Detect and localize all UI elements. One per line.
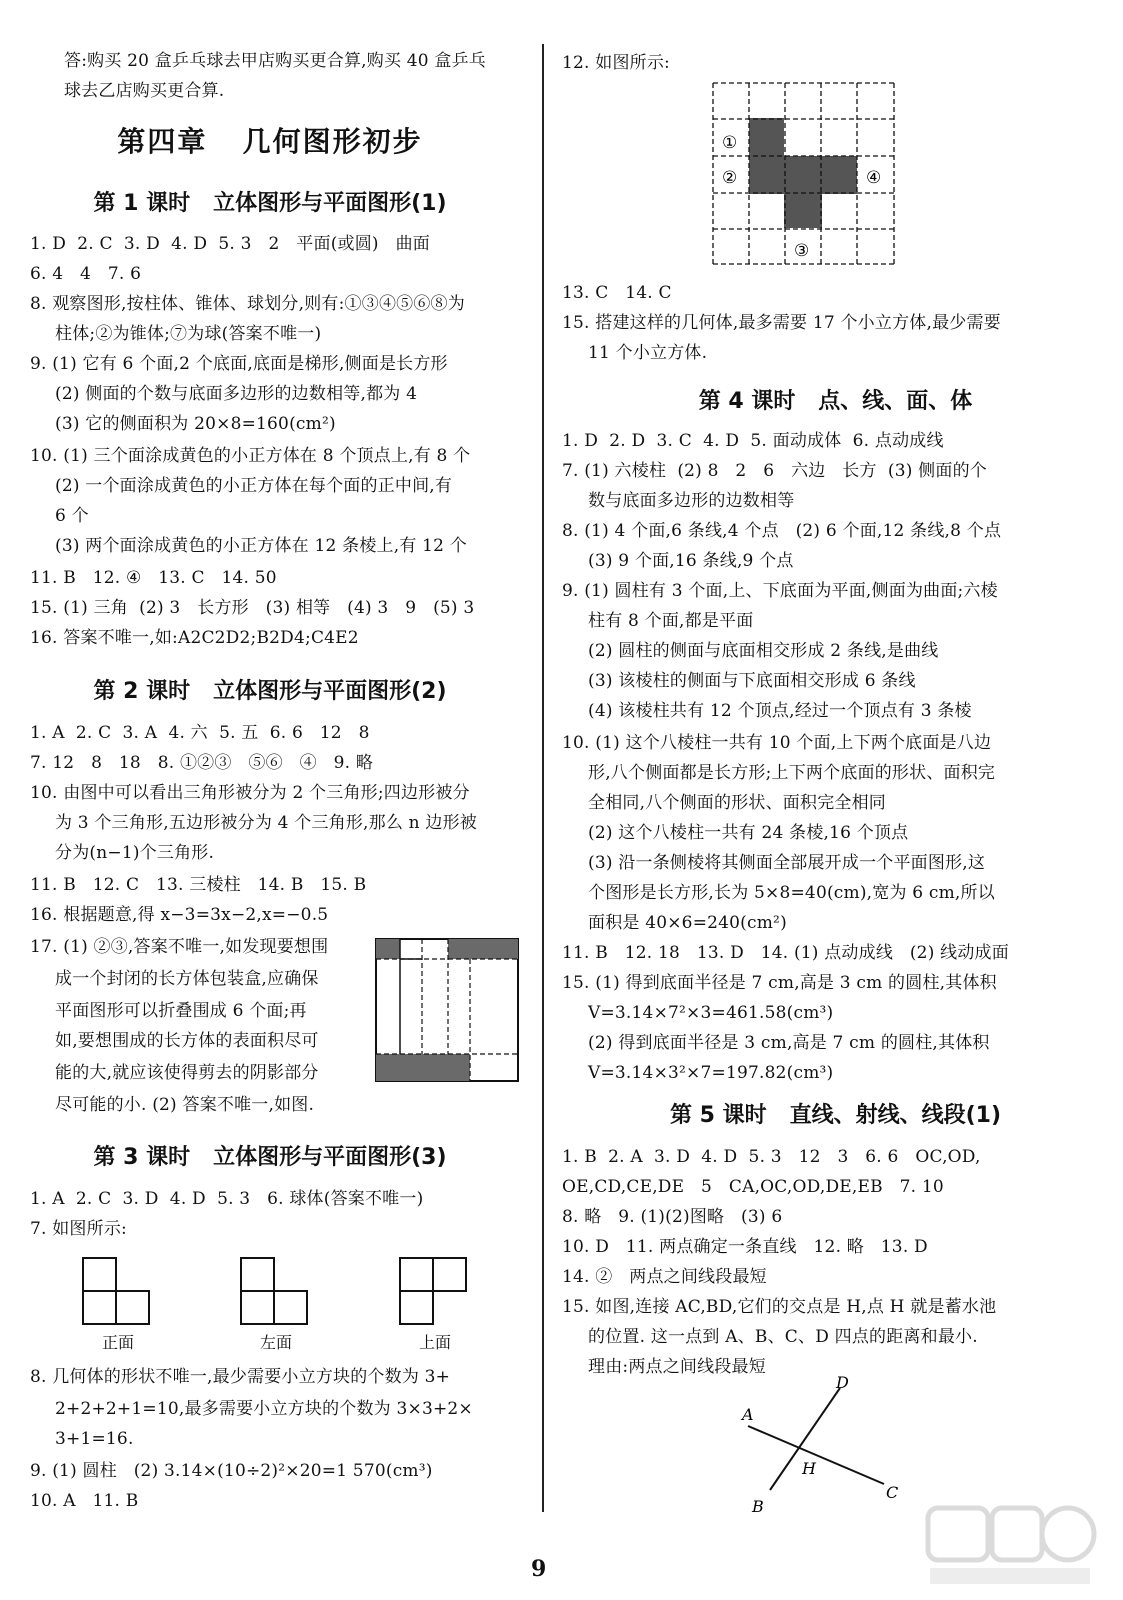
answer-line: 分为(n−1)个三角形. [55, 843, 215, 863]
answer-line: (3) 该棱柱的侧面与下底面相交形成 6 条线 [588, 671, 916, 691]
answer-line: 9. (1) 圆柱 (2) 3.14×(10÷2)²×20=1 570(cm³) [30, 1461, 433, 1481]
point-label: B [752, 1497, 764, 1516]
section-title: 第 2 课时 立体图形与平面图形(2) [93, 679, 447, 704]
point-label: H [802, 1459, 816, 1478]
answer-line: 12. 如图所示: [562, 53, 670, 73]
three-views-figure [80, 1256, 480, 1328]
answer-line: 2+2+2+1=10,最多需要小立方块的个数为 3×3+2× [55, 1399, 473, 1419]
answer-line: (3) 两个面涂成黄色的小正方体在 12 条棱上,有 12 个 [55, 536, 467, 556]
answer-line: 8. (1) 4 个面,6 条线,4 个点 (2) 6 个面,12 条线,8 个点 [562, 521, 1002, 541]
answer-line: 16. 答案不唯一,如:A2C2D2;B2D4;C4E2 [30, 628, 359, 648]
grid-label: ③ [794, 241, 810, 261]
answer-line: 14. ② 两点之间线段最短 [562, 1267, 767, 1287]
answer-line: 8. 观察图形,按柱体、锥体、球划分,则有:①③④⑤⑥⑧为 [30, 294, 465, 314]
section-title: 第 4 课时 点、线、面、体 [698, 389, 973, 414]
answer-line: 16. 根据题意,得 x−3=3x−2,x=−0.5 [30, 905, 329, 925]
answer-line: 7. 12 8 18 8. ①②③ ⑤⑥ ④ 9. 略 [30, 753, 374, 773]
answer-line: 15. (1) 三角 (2) 3 长方形 (3) 相等 (4) 3 9 (5) 3 [30, 598, 475, 618]
answer-line: 11 个小立方体. [588, 343, 708, 363]
answer-line: 3+1=16. [55, 1429, 134, 1449]
answer-line: 理由:两点之间线段最短 [588, 1357, 766, 1377]
grid-label: ② [722, 168, 738, 188]
answer-line: (2) 侧面的个数与底面多边形的边数相等,都为 4 [55, 384, 418, 404]
answer-line: 15. 搭建这样的几何体,最多需要 17 个小立方体,最少需要 [562, 313, 1001, 333]
cube-grid-figure [712, 82, 902, 272]
answer-line: 形,八个侧面都是长方形;上下两个底面的形状、面积完 [588, 763, 996, 783]
answer-line: 11. B 12. C 13. 三棱柱 14. B 15. B [30, 875, 367, 895]
answer-line: 能的大,就应该使得剪去的阴影部分 [55, 1063, 319, 1083]
answer-line: 6. 4 4 7. 6 [30, 264, 142, 284]
answer-line: V=3.14×3²×7=197.82(cm³) [588, 1063, 834, 1083]
chapter-title: 第四章 几何图形初步 [117, 125, 423, 158]
answer-line: 17. (1) ②③,答案不唯一,如发现要想围 [30, 937, 329, 957]
column-divider [542, 44, 544, 1512]
intersection-figure [728, 1372, 908, 1518]
answer-line: 8. 几何体的形状不唯一,最少需要小立方块的个数为 3+ [30, 1367, 451, 1387]
answer-line: 面积是 40×6=240(cm²) [588, 913, 787, 933]
section-title: 第 1 课时 立体图形与平面图形(1) [93, 191, 447, 216]
answer-line: (3) 它的侧面积为 20×8=160(cm²) [55, 414, 336, 434]
answer-line: 10. (1) 这个八棱柱一共有 10 个面,上下两个底面是八边 [562, 733, 992, 753]
section-title: 第 3 课时 立体图形与平面图形(3) [93, 1145, 447, 1170]
answer-line: (2) 一个面涂成黄色的小正方体在每个面的正中间,有 [55, 476, 453, 496]
answer-line: 6 个 [55, 506, 89, 526]
answer-line: 全相同,八个侧面的形状、面积完全相同 [588, 793, 887, 813]
view-caption: 左面 [259, 1333, 292, 1352]
answer-line: 11. B 12. ④ 13. C 14. 50 [30, 568, 277, 588]
grid-label: ① [722, 133, 738, 153]
answer-line: 1. A 2. C 3. A 4. 六 5. 五 6. 6 12 8 [30, 723, 370, 743]
answer-line: 7. (1) 六棱柱 (2) 8 2 6 六边 长方 (3) 侧面的个 [562, 461, 987, 481]
answer-line: 如,要想围成的长方体的表面积尽可 [55, 1031, 319, 1051]
answer-line: (4) 该棱柱共有 12 个顶点,经过一个顶点有 3 条棱 [588, 701, 972, 721]
answer-line: 1. D 2. D 3. C 4. D 5. 面动成体 6. 点动成线 [562, 431, 944, 451]
answer-line: (2) 圆柱的侧面与底面相交形成 2 条线,是曲线 [588, 641, 939, 661]
answer-line: 10. D 11. 两点确定一条直线 12. 略 13. D [562, 1237, 928, 1257]
point-label: C [886, 1483, 899, 1502]
answer-line: 数与底面多边形的边数相等 [588, 491, 795, 511]
section-title: 第 5 课时 直线、射线、线段(1) [669, 1103, 1002, 1128]
grid-label: ④ [866, 168, 882, 188]
view-caption: 正面 [101, 1333, 134, 1352]
answer-line: 个图形是长方形,长为 5×8=40(cm),宽为 6 cm,所以 [588, 883, 995, 903]
page-number: 9 [531, 1556, 547, 1582]
answer-line: (3) 沿一条侧棱将其侧面全部展开成一个平面图形,这 [588, 853, 986, 873]
answer-line: 9. (1) 它有 6 个面,2 个底面,底面是梯形,侧面是长方形 [30, 354, 448, 374]
point-label: D [836, 1373, 849, 1392]
answer-line: 10. A 11. B [30, 1491, 139, 1511]
answer-line: OE,CD,CE,DE 5 CA,OC,OD,DE,EB 7. 10 [562, 1177, 944, 1197]
answer-line: (2) 这个八棱柱一共有 24 条棱,16 个顶点 [588, 823, 909, 843]
answer-line: 10. 由图中可以看出三角形被分为 2 个三角形;四边形被分 [30, 783, 470, 803]
point-label: A [742, 1405, 754, 1424]
answer-line: 成一个封闭的长方体包装盒,应确保 [55, 969, 319, 989]
answer-line: V=3.14×7²×3=461.58(cm³) [588, 1003, 834, 1023]
answer-line: 为 3 个三角形,五边形被分为 4 个三角形,那么 n 边形被 [55, 813, 478, 833]
answer-line: 10. (1) 三个面涂成黄色的小正方体在 8 个顶点上,有 8 个 [30, 446, 471, 466]
answer-line: 1. B 2. A 3. D 4. D 5. 3 12 3 6. 6 OC,OD, [562, 1147, 981, 1167]
answer-line: 15. 如图,连接 AC,BD,它们的交点是 H,点 H 就是蓄水池 [562, 1297, 997, 1317]
text-line: 球去乙店购买更合算. [64, 81, 225, 101]
box-net-figure [372, 936, 522, 1086]
text-line: 答:购买 20 盒乒乓球去甲店购买更合算,购买 40 盒乒乓 [64, 51, 487, 71]
answer-line: 平面图形可以折叠围成 6 个面;再 [55, 1001, 307, 1021]
answer-line: 柱有 8 个面,都是平面 [588, 611, 754, 631]
answer-line: (2) 得到底面半径是 3 cm,高是 7 cm 的圆柱,其体积 [588, 1033, 990, 1053]
answer-line: 13. C 14. C [562, 283, 672, 303]
answer-line: 柱体;②为锥体;⑦为球(答案不唯一) [55, 324, 322, 344]
answer-line: 1. D 2. C 3. D 4. D 5. 3 2 平面(或圆) 曲面 [30, 234, 430, 254]
view-caption: 上面 [418, 1333, 451, 1352]
answer-line: 尽可能的小. (2) 答案不唯一,如图. [55, 1095, 315, 1115]
watermark-logo [920, 1500, 1100, 1590]
answer-line: 15. (1) 得到底面半径是 7 cm,高是 3 cm 的圆柱,其体积 [562, 973, 997, 993]
answer-line: 8. 略 9. (1)(2)图略 (3) 6 [562, 1207, 783, 1227]
answer-line: 的位置. 这一点到 A、B、C、D 四点的距离和最小. [588, 1327, 978, 1347]
answer-line: 1. A 2. C 3. D 4. D 5. 3 6. 球体(答案不唯一) [30, 1189, 424, 1209]
answer-line: (3) 9 个面,16 条线,9 个点 [588, 551, 794, 571]
answer-line: 9. (1) 圆柱有 3 个面,上、下底面为平面,侧面为曲面;六棱 [562, 581, 998, 601]
answer-line: 7. 如图所示: [30, 1219, 127, 1239]
answer-line: 11. B 12. 18 13. D 14. (1) 点动成线 (2) 线动成面 [562, 943, 1009, 963]
